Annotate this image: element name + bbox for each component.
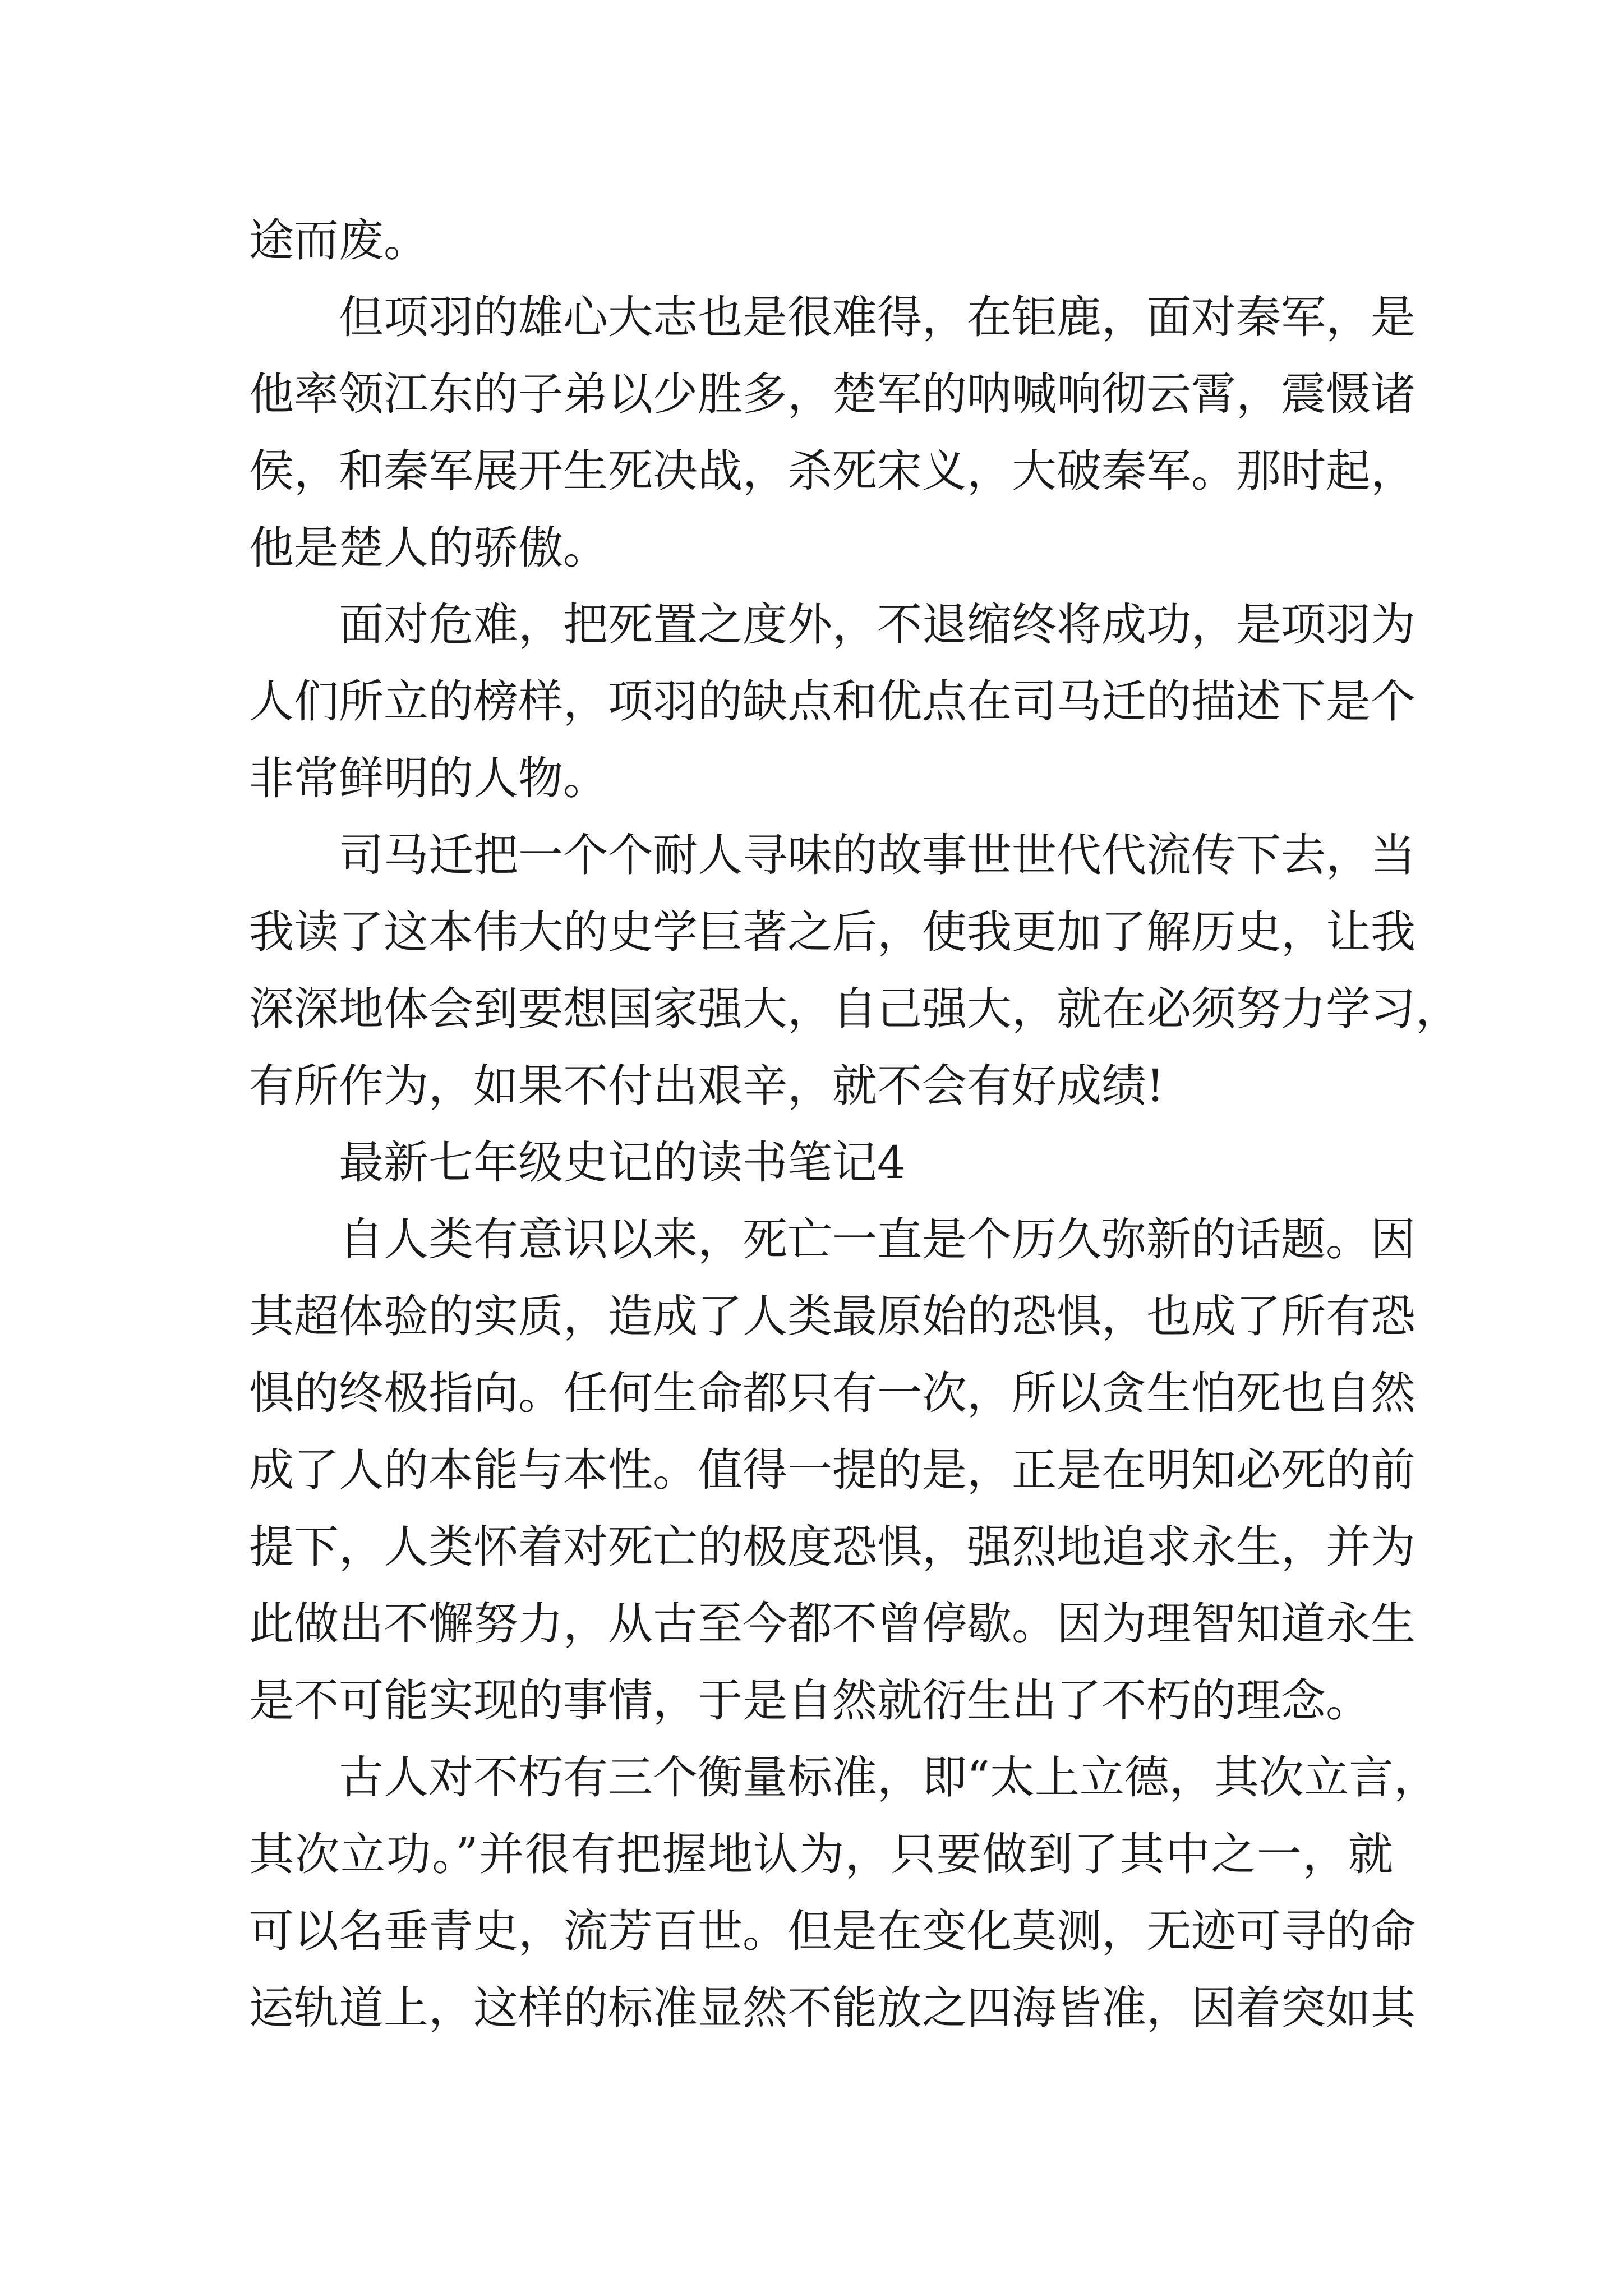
text-line: 成了人的本能与本性。值得一提的是，正是在明知必死的前 bbox=[249, 1444, 1415, 1496]
text-line: 面对危难，把死置之度外，不退缩终将成功，是项羽为 bbox=[339, 599, 1415, 651]
text-line: 可以名垂青史，流芳百世。但是在变化莫测，无迹可寻的命 bbox=[249, 1905, 1415, 1957]
text-line: 司马迁把一个个耐人寻味的故事世世代代流传下去，当 bbox=[339, 829, 1415, 881]
body-text bbox=[249, 202, 1460, 2046]
text-line: 其超体验的实质，造成了人类最原始的恐惧，也成了所有恐 bbox=[249, 1290, 1415, 1342]
text-line: 人们所立的榜样，项羽的缺点和优点在司马迁的描述下是个 bbox=[249, 675, 1415, 728]
text-line: 自人类有意识以来，死亡一直是个历久弥新的话题。因 bbox=[339, 1213, 1415, 1266]
text-line: 非常鲜明的人物。 bbox=[249, 752, 608, 804]
text-line: 我读了这本伟大的史学巨著之后，使我更加了解历史，让我 bbox=[249, 906, 1415, 958]
text-line: 途而废。 bbox=[249, 214, 428, 266]
text-line: 他率领江东的子弟以少胜多，楚军的呐喊响彻云霄，震慑诸 bbox=[249, 368, 1415, 420]
text-line: 他是楚人的骄傲。 bbox=[249, 522, 608, 574]
text-line: 提下，人类怀着对死亡的极度恐惧，强烈地追求永生，并为 bbox=[249, 1521, 1415, 1573]
text-line: 运轨道上，这样的标准显然不能放之四海皆准，因着突如其 bbox=[249, 1982, 1415, 2034]
text-line: 古人对不朽有三个衡量标准，即“太上立德，其次立言， bbox=[339, 1751, 1438, 1803]
text-line: 但项羽的雄心大志也是很难得，在钜鹿，面对秦军，是 bbox=[339, 291, 1415, 343]
text-line: 惧的终极指向。任何生命都只有一次，所以贪生怕死也自然 bbox=[249, 1367, 1415, 1419]
section-heading: 最新七年级史记的读书笔记4 bbox=[339, 1137, 906, 1189]
text-line: 侯，和秦军展开生死决战，杀死宋义，大破秦军。那时起， bbox=[249, 445, 1415, 497]
text-line: 有所作为，如果不付出艰辛，就不会有好成绩! bbox=[249, 1060, 1165, 1112]
text-line: 深深地体会到要想国家强大，自己强大，就在必须努力学习， bbox=[249, 983, 1460, 1035]
text-line: 其次立功。”并很有把握地认为，只要做到了其中之一，就 bbox=[249, 1828, 1393, 1880]
text-line: 是不可能实现的事情，于是自然就衍生出了不朽的理念。 bbox=[249, 1674, 1371, 1727]
text-line: 此做出不懈努力，从古至今都不曾停歇。因为理智知道永生 bbox=[249, 1598, 1415, 1650]
